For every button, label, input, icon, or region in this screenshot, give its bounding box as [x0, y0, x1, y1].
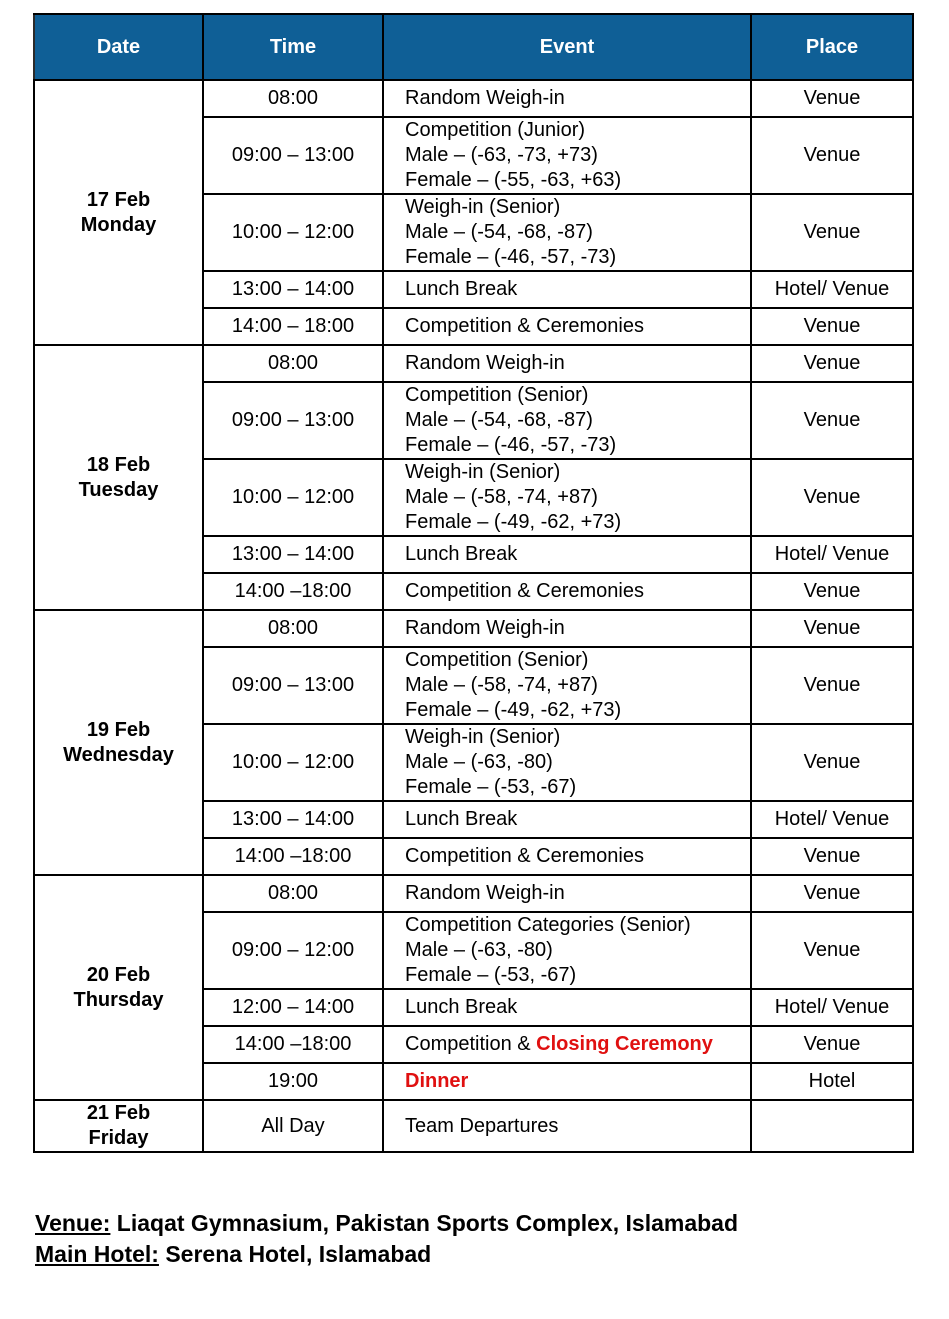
event-line: Male – (-63, -80) [405, 751, 553, 773]
event-cell [383, 345, 751, 382]
day-weekday: Tuesday [78, 478, 159, 501]
event-line: Random Weigh-in [405, 882, 565, 904]
event-line: Lunch Break [405, 543, 518, 565]
place-cell: Venue [751, 1026, 913, 1063]
time-cell: 10:00 – 12:00 [203, 194, 383, 271]
venue-value: Liaqat Gymnasium, Pakistan Sports Complex, Islamabad [110, 1210, 739, 1236]
time-cell: 14:00 –18:00 [203, 1026, 383, 1063]
time-cell: 13:00 – 14:00 [203, 536, 383, 573]
header-place: Place [751, 14, 913, 80]
time-cell: 19:00 [203, 1063, 383, 1100]
event-line: Random Weigh-in [405, 617, 565, 639]
event-cell [383, 875, 751, 912]
event-cell [383, 989, 751, 1026]
place-cell: Venue [751, 610, 913, 647]
table-row [34, 875, 913, 912]
event-cell [383, 382, 751, 459]
place-cell: Hotel/ Venue [751, 271, 913, 308]
day-date: 20 Feb [86, 963, 151, 986]
event-line: Competition & Ceremonies [405, 315, 644, 337]
event-cell [383, 308, 751, 345]
date-cell [34, 1100, 203, 1152]
header-event: Event [383, 14, 751, 80]
event-cell [383, 459, 751, 536]
place-cell: Venue [751, 382, 913, 459]
event-cell [383, 1026, 751, 1063]
hotel-note [35, 1241, 431, 1268]
event-line: Competition & Ceremonies [405, 580, 644, 602]
place-cell: Hotel/ Venue [751, 536, 913, 573]
event-line: Male – (-54, -68, -87) [405, 221, 593, 243]
time-cell: 09:00 – 13:00 [203, 117, 383, 194]
time-cell: 09:00 – 13:00 [203, 647, 383, 724]
header-time: Time [203, 14, 383, 80]
place-cell: Venue [751, 345, 913, 382]
date-cell [34, 610, 203, 875]
event-line: Weigh-in (Senior) [405, 461, 561, 483]
time-cell: 10:00 – 12:00 [203, 459, 383, 536]
event-line: Female – (-46, -57, -73) [405, 434, 617, 456]
table-row [34, 345, 913, 382]
event-line: Weigh-in (Senior) [405, 196, 561, 218]
place-cell: Venue [751, 308, 913, 345]
event-line: Competition Categories (Senior) [405, 914, 691, 936]
time-cell: 13:00 – 14:00 [203, 801, 383, 838]
place-cell: Venue [751, 573, 913, 610]
event-line: Competition & Ceremonies [405, 845, 644, 867]
place-cell: Hotel [751, 1063, 913, 1100]
date-cell [34, 875, 203, 1100]
event-line: Male – (-58, -74, +87) [405, 674, 598, 696]
time-cell: 08:00 [203, 610, 383, 647]
place-cell: Venue [751, 875, 913, 912]
event-cell [383, 1063, 751, 1100]
event-highlight: Dinner [405, 1070, 469, 1092]
event-cell [383, 573, 751, 610]
time-cell: 08:00 [203, 875, 383, 912]
event-line: Competition (Senior) [405, 384, 589, 406]
place-cell: Venue [751, 838, 913, 875]
table-row [34, 610, 913, 647]
event-line: Female – (-53, -67) [405, 964, 577, 986]
time-cell: 14:00 –18:00 [203, 573, 383, 610]
event-cell [383, 80, 751, 117]
time-cell: 12:00 – 14:00 [203, 989, 383, 1026]
time-cell: All Day [203, 1100, 383, 1152]
event-line: Lunch Break [405, 996, 518, 1018]
event-line: Female – (-55, -63, +63) [405, 169, 622, 191]
event-cell [383, 724, 751, 801]
table-row [34, 80, 913, 117]
event-cell [383, 838, 751, 875]
event-line: Female – (-49, -62, +73) [405, 699, 622, 721]
event-line: Competition (Senior) [405, 649, 589, 671]
event-cell [383, 536, 751, 573]
time-cell: 14:00 – 18:00 [203, 308, 383, 345]
event-line: Competition (Junior) [405, 119, 586, 141]
day-date: 17 Feb [86, 188, 151, 211]
day-weekday: Wednesday [63, 743, 174, 766]
day-date: 19 Feb [86, 718, 151, 741]
time-cell: 08:00 [203, 345, 383, 382]
event-line: Male – (-63, -73, +73) [405, 144, 598, 166]
event-cell [383, 1100, 751, 1152]
time-cell: 08:00 [203, 80, 383, 117]
event-cell [383, 912, 751, 989]
event-line: Female – (-53, -67) [405, 776, 577, 798]
day-weekday: Thursday [73, 988, 164, 1011]
event-cell [383, 610, 751, 647]
place-cell: Venue [751, 647, 913, 724]
event-line: Lunch Break [405, 278, 518, 300]
event-line: Weigh-in (Senior) [405, 726, 561, 748]
time-cell: 10:00 – 12:00 [203, 724, 383, 801]
day-date: 21 Feb [86, 1102, 151, 1124]
event-cell [383, 117, 751, 194]
event-cell [383, 647, 751, 724]
venue-note [35, 1210, 738, 1237]
time-cell: 09:00 – 13:00 [203, 382, 383, 459]
day-weekday: Friday [88, 1127, 149, 1149]
hotel-label: Main Hotel: [35, 1241, 159, 1267]
place-cell: Venue [751, 80, 913, 117]
event-cell [383, 194, 751, 271]
schedule-table [33, 13, 914, 1153]
venue-label: Venue: [35, 1210, 111, 1236]
place-cell: Venue [751, 912, 913, 989]
time-cell: 14:00 –18:00 [203, 838, 383, 875]
event-cell [383, 271, 751, 308]
event-line: Random Weigh-in [405, 87, 565, 109]
event-line: Lunch Break [405, 808, 518, 830]
event-cell [383, 801, 751, 838]
table-row [34, 1100, 913, 1152]
place-cell: Venue [751, 459, 913, 536]
place-cell: Venue [751, 117, 913, 194]
event-line: Male – (-63, -80) [405, 939, 553, 961]
event-prefix: Competition & [405, 1033, 537, 1055]
place-cell: Venue [751, 194, 913, 271]
event-highlight: Closing Ceremony [536, 1033, 713, 1055]
place-cell: Hotel/ Venue [751, 989, 913, 1026]
event-line: Female – (-49, -62, +73) [405, 511, 622, 533]
day-date: 18 Feb [86, 453, 151, 476]
place-cell: Hotel/ Venue [751, 801, 913, 838]
hotel-value: Serena Hotel, Islamabad [158, 1241, 432, 1267]
event-line: Male – (-58, -74, +87) [405, 486, 598, 508]
event-line: Male – (-54, -68, -87) [405, 409, 593, 431]
event-line [405, 1032, 750, 1057]
place-cell: Venue [751, 724, 913, 801]
event-line: Team Departures [405, 1114, 559, 1137]
date-cell [34, 345, 203, 610]
day-weekday: Monday [80, 213, 157, 236]
table-header-row [34, 14, 913, 80]
header-date: Date [34, 14, 203, 80]
date-cell [34, 80, 203, 345]
time-cell: 09:00 – 12:00 [203, 912, 383, 989]
event-line: Random Weigh-in [405, 352, 565, 374]
event-line: Female – (-46, -57, -73) [405, 246, 617, 268]
place-cell [751, 1100, 913, 1152]
time-cell: 13:00 – 14:00 [203, 271, 383, 308]
